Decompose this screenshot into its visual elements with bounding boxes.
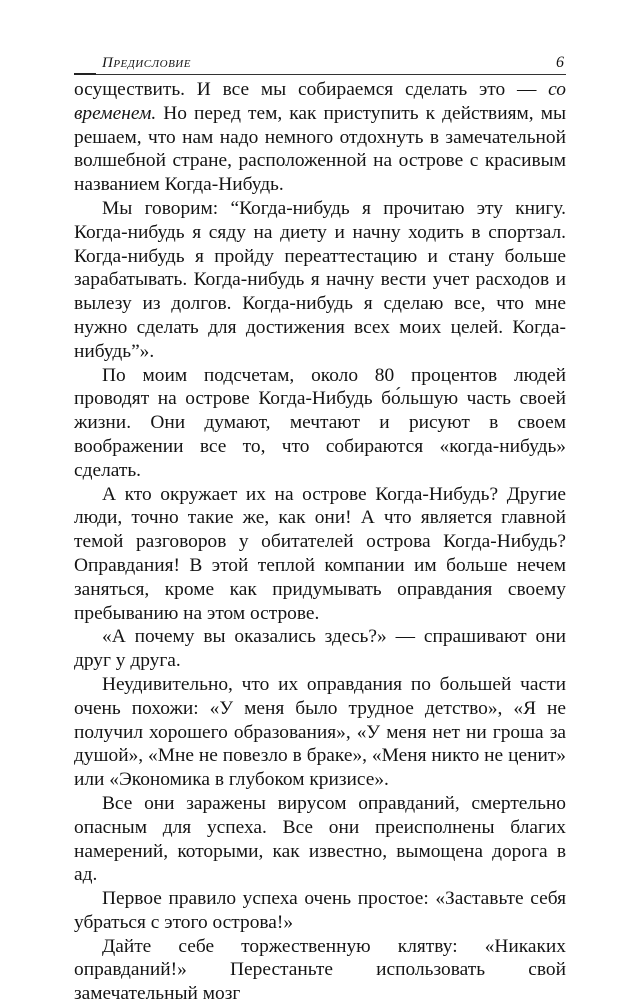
- paragraph: По моим подсчетам, около 80 процентов людей проводят на острове Когда-Нибудь бо́льшую часть своей жизни. Они думают, мечтают и рисуют в своем воображении все то, что собираются «когда-нибудь» сделать.: [74, 364, 566, 481]
- paragraph: Дайте себе торжественную клятву: «Никаких оправданий!» Перестаньте использовать свой замечательный мозг: [74, 935, 566, 1005]
- body-text: [74, 78, 566, 1006]
- emphasis: со временем.: [74, 79, 566, 124]
- chapter-title: Предисловие: [102, 55, 191, 71]
- running-header: [74, 50, 566, 75]
- paragraph: «А почему вы оказались здесь?» — спрашивают они друг у друга.: [74, 626, 566, 672]
- paragraph-text: Но перед тем, как приступить к действиям, мы решаем, что нам надо немного отдохнуть в замечательной волшебной стране, расположенной на острове с красивым названием Когда-Нибудь.: [74, 102, 566, 196]
- header-rule: [74, 73, 96, 75]
- paragraph-text: осуществить. И все мы собираемся сделать это —: [74, 79, 549, 100]
- paragraph: [74, 78, 566, 197]
- paragraph: Неудивительно, что их оправдания по большей части очень похожи: «У меня было трудное детство», «Я не получил хорошего образования», «У меня нет ни гроша за душой», «Мне не повезло в браке», «Меня никто не ценит» или «Экономика в глубоком кризисе».: [74, 673, 566, 791]
- paragraph: А кто окружает их на острове Когда-Нибудь? Другие люди, точно такие же, как они! А что является главной темой разговоров у обитателей острова Когда-Нибудь? Оправдания! В этой теплой компании им больше нечем заняться, кроме как придумывать оправдания своему пребыванию на этом острове.: [74, 483, 566, 624]
- paragraph: Мы говорим: “Когда-нибудь я прочитаю эту книгу. Когда-нибудь я сяду на диету и начну ходить в спортзал. Когда-нибудь я пройду переаттестацию и стану больше зарабатывать. Когда-нибудь я начну вести учет расходов и вылезу из долгов. Когда-нибудь я сделаю все, что мне нужно сделать для достижения всех моих целей. Когда-нибудь”».: [74, 197, 566, 362]
- page-number: 6: [556, 54, 564, 71]
- paragraph: Все они заражены вирусом оправданий, смертельно опасным для успеха. Все они преисполнены благих намерений, которыми, как известно, вымощена дорога в ад.: [74, 792, 566, 886]
- paragraph: Первое правило успеха очень простое: «Заставьте себя убраться с этого острова!»: [74, 888, 566, 933]
